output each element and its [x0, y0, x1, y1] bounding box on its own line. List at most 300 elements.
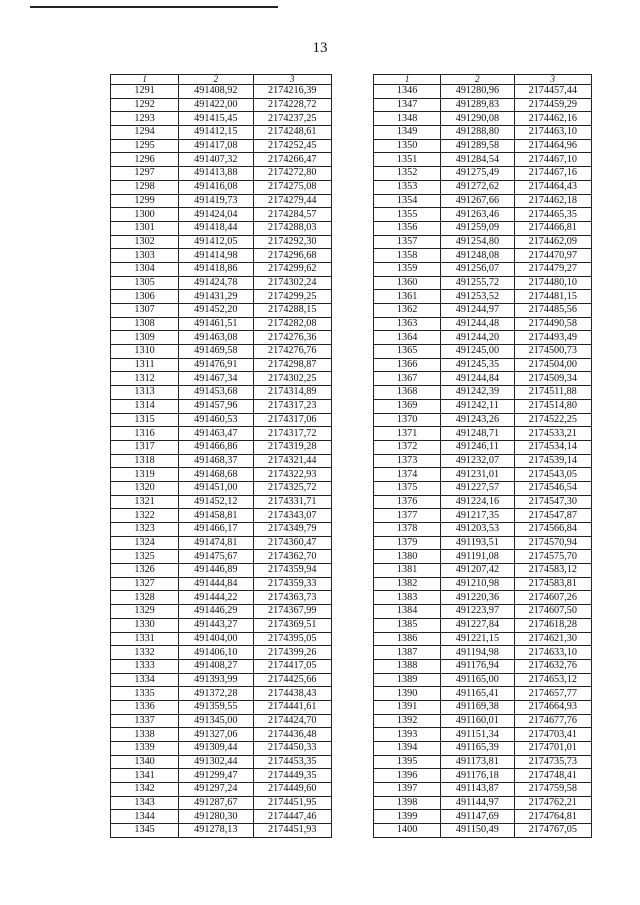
x-coordinate-cell: 491468,68 — [179, 468, 253, 482]
x-coordinate-cell: 491417,08 — [179, 139, 253, 153]
point-number-cell: 1306 — [111, 290, 179, 304]
y-coordinate-cell: 2174575,70 — [514, 550, 591, 564]
x-coordinate-cell: 491412,15 — [179, 126, 253, 140]
y-coordinate-cell: 2174363,73 — [253, 591, 332, 605]
x-coordinate-cell: 491191,08 — [441, 550, 514, 564]
point-number-cell: 1367 — [374, 372, 441, 386]
table-row — [111, 769, 332, 783]
y-coordinate-cell: 2174703,41 — [514, 728, 591, 742]
y-coordinate-cell: 2174314,89 — [253, 386, 332, 400]
top-rule — [30, 6, 278, 8]
table-row — [111, 509, 332, 523]
y-coordinate-cell: 2174447,46 — [253, 810, 332, 824]
point-number-cell: 1363 — [374, 317, 441, 331]
y-coordinate-cell: 2174438,43 — [253, 687, 332, 701]
point-number-cell: 1332 — [111, 646, 179, 660]
table-row — [374, 290, 592, 304]
x-coordinate-cell: 491443,27 — [179, 618, 253, 632]
point-number-cell: 1366 — [374, 358, 441, 372]
y-coordinate-cell: 2174317,06 — [253, 413, 332, 427]
x-coordinate-cell: 491267,66 — [441, 194, 514, 208]
point-number-cell: 1309 — [111, 331, 179, 345]
y-coordinate-cell: 2174664,93 — [514, 700, 591, 714]
y-coordinate-cell: 2174349,79 — [253, 523, 332, 537]
table-row — [374, 468, 592, 482]
x-coordinate-cell: 491207,42 — [441, 564, 514, 578]
table-row — [111, 728, 332, 742]
y-coordinate-cell: 2174618,28 — [514, 618, 591, 632]
table-row — [111, 358, 332, 372]
table-row — [111, 180, 332, 194]
x-coordinate-cell: 491418,44 — [179, 221, 253, 235]
y-coordinate-cell: 2174362,70 — [253, 550, 332, 564]
y-coordinate-cell: 2174252,45 — [253, 139, 332, 153]
x-coordinate-cell: 491289,83 — [441, 98, 514, 112]
y-coordinate-cell: 2174395,05 — [253, 632, 332, 646]
point-number-cell: 1301 — [111, 221, 179, 235]
point-number-cell: 1345 — [111, 824, 179, 838]
table-row — [374, 700, 592, 714]
point-number-cell: 1315 — [111, 413, 179, 427]
point-number-cell: 1336 — [111, 700, 179, 714]
x-coordinate-cell: 491299,47 — [179, 769, 253, 783]
y-coordinate-cell: 2174621,30 — [514, 632, 591, 646]
x-coordinate-cell: 491244,84 — [441, 372, 514, 386]
table-row — [374, 742, 592, 756]
y-coordinate-cell: 2174399,26 — [253, 646, 332, 660]
y-coordinate-cell: 2174317,23 — [253, 399, 332, 413]
y-coordinate-cell: 2174463,10 — [514, 126, 591, 140]
x-coordinate-cell: 491431,29 — [179, 290, 253, 304]
y-coordinate-cell: 2174467,16 — [514, 167, 591, 181]
x-coordinate-cell: 491406,10 — [179, 646, 253, 660]
point-number-cell: 1383 — [374, 591, 441, 605]
y-coordinate-cell: 2174272,80 — [253, 167, 332, 181]
point-number-cell: 1369 — [374, 399, 441, 413]
table-row — [374, 262, 592, 276]
y-coordinate-cell: 2174302,24 — [253, 276, 332, 290]
x-coordinate-cell: 491463,08 — [179, 331, 253, 345]
point-number-cell: 1313 — [111, 386, 179, 400]
point-number-cell: 1379 — [374, 536, 441, 550]
y-coordinate-cell: 2174462,18 — [514, 194, 591, 208]
point-number-cell: 1314 — [111, 399, 179, 413]
x-coordinate-cell: 491452,20 — [179, 304, 253, 318]
point-number-cell: 1305 — [111, 276, 179, 290]
table-row — [374, 495, 592, 509]
point-number-cell: 1316 — [111, 427, 179, 441]
x-coordinate-cell: 491444,84 — [179, 577, 253, 591]
x-coordinate-cell: 491242,11 — [441, 399, 514, 413]
y-coordinate-cell: 2174417,05 — [253, 659, 332, 673]
y-coordinate-cell: 2174467,10 — [514, 153, 591, 167]
point-number-cell: 1329 — [111, 605, 179, 619]
point-number-cell: 1365 — [374, 345, 441, 359]
table-row — [111, 167, 332, 181]
x-coordinate-cell: 491254,80 — [441, 235, 514, 249]
x-coordinate-cell: 491144,97 — [441, 796, 514, 810]
point-number-cell: 1338 — [111, 728, 179, 742]
table-row — [111, 605, 332, 619]
point-number-cell: 1377 — [374, 509, 441, 523]
x-coordinate-cell: 491413,88 — [179, 167, 253, 181]
point-number-cell: 1355 — [374, 208, 441, 222]
y-coordinate-cell: 2174462,09 — [514, 235, 591, 249]
table-row — [111, 673, 332, 687]
point-number-cell: 1381 — [374, 564, 441, 578]
point-number-cell: 1397 — [374, 783, 441, 797]
x-coordinate-cell: 491474,81 — [179, 536, 253, 550]
page-number: 13 — [312, 40, 328, 56]
y-coordinate-cell: 2174319,28 — [253, 440, 332, 454]
table-row — [374, 249, 592, 263]
table-row — [374, 427, 592, 441]
point-number-cell: 1294 — [111, 126, 179, 140]
y-coordinate-cell: 2174266,47 — [253, 153, 332, 167]
y-coordinate-cell: 2174583,81 — [514, 577, 591, 591]
table-row — [374, 783, 592, 797]
x-coordinate-cell: 491244,48 — [441, 317, 514, 331]
table-row — [111, 824, 332, 838]
y-coordinate-cell: 2174583,12 — [514, 564, 591, 578]
y-coordinate-cell: 2174539,14 — [514, 454, 591, 468]
y-coordinate-cell: 2174360,47 — [253, 536, 332, 550]
point-number-cell: 1387 — [374, 646, 441, 660]
y-coordinate-cell: 2174480,10 — [514, 276, 591, 290]
y-coordinate-cell: 2174441,61 — [253, 700, 332, 714]
table-row — [111, 345, 332, 359]
point-number-cell: 1342 — [111, 783, 179, 797]
x-coordinate-cell: 491452,12 — [179, 495, 253, 509]
y-coordinate-cell: 2174436,48 — [253, 728, 332, 742]
x-coordinate-cell: 491463,47 — [179, 427, 253, 441]
y-coordinate-cell: 2174547,87 — [514, 509, 591, 523]
y-coordinate-cell: 2174534,14 — [514, 440, 591, 454]
y-coordinate-cell: 2174464,43 — [514, 180, 591, 194]
x-coordinate-cell: 491255,72 — [441, 276, 514, 290]
point-number-cell: 1391 — [374, 700, 441, 714]
y-coordinate-cell: 2174657,77 — [514, 687, 591, 701]
table-row — [111, 536, 332, 550]
table-row — [374, 591, 592, 605]
point-number-cell: 1389 — [374, 673, 441, 687]
y-coordinate-cell: 2174298,87 — [253, 358, 332, 372]
point-number-cell: 1384 — [374, 605, 441, 619]
x-coordinate-cell: 491446,89 — [179, 564, 253, 578]
y-coordinate-cell: 2174299,62 — [253, 262, 332, 276]
table-row — [374, 755, 592, 769]
table-row — [111, 564, 332, 578]
point-number-cell: 1292 — [111, 98, 179, 112]
table-row — [374, 440, 592, 454]
x-coordinate-cell: 491280,96 — [441, 85, 514, 99]
table-row — [374, 714, 592, 728]
y-coordinate-cell: 2174735,73 — [514, 755, 591, 769]
table-row — [111, 194, 332, 208]
y-coordinate-cell: 2174767,05 — [514, 824, 591, 838]
point-number-cell: 1354 — [374, 194, 441, 208]
y-coordinate-cell: 2174653,12 — [514, 673, 591, 687]
x-coordinate-cell: 491275,49 — [441, 167, 514, 181]
y-coordinate-cell: 2174449,60 — [253, 783, 332, 797]
point-number-cell: 1395 — [374, 755, 441, 769]
table-row — [374, 632, 592, 646]
x-coordinate-cell: 491475,67 — [179, 550, 253, 564]
point-number-cell: 1349 — [374, 126, 441, 140]
x-coordinate-cell: 491418,86 — [179, 262, 253, 276]
y-coordinate-cell: 2174276,76 — [253, 345, 332, 359]
point-number-cell: 1320 — [111, 481, 179, 495]
point-number-cell: 1350 — [374, 139, 441, 153]
y-coordinate-cell: 2174343,07 — [253, 509, 332, 523]
x-coordinate-cell: 491256,07 — [441, 262, 514, 276]
table-row — [374, 577, 592, 591]
point-number-cell: 1328 — [111, 591, 179, 605]
table-row — [111, 550, 332, 564]
point-number-cell: 1323 — [111, 523, 179, 537]
column-header: 3 — [253, 75, 332, 85]
x-coordinate-cell: 491259,09 — [441, 221, 514, 235]
table-row — [374, 481, 592, 495]
y-coordinate-cell: 2174325,72 — [253, 481, 332, 495]
y-coordinate-cell: 2174485,56 — [514, 304, 591, 318]
y-coordinate-cell: 2174359,94 — [253, 564, 332, 578]
table-row — [374, 810, 592, 824]
y-coordinate-cell: 2174369,51 — [253, 618, 332, 632]
table-row — [374, 304, 592, 318]
table-row — [374, 386, 592, 400]
point-number-cell: 1333 — [111, 659, 179, 673]
x-coordinate-cell: 491460,53 — [179, 413, 253, 427]
y-coordinate-cell: 2174453,35 — [253, 755, 332, 769]
table-row — [111, 742, 332, 756]
x-coordinate-cell: 491422,00 — [179, 98, 253, 112]
point-number-cell: 1400 — [374, 824, 441, 838]
x-coordinate-cell: 491412,05 — [179, 235, 253, 249]
table-row — [111, 591, 332, 605]
x-coordinate-cell: 491451,00 — [179, 481, 253, 495]
point-number-cell: 1300 — [111, 208, 179, 222]
table-row — [111, 317, 332, 331]
table-row — [111, 481, 332, 495]
y-coordinate-cell: 2174607,50 — [514, 605, 591, 619]
y-coordinate-cell: 2174451,95 — [253, 796, 332, 810]
x-coordinate-cell: 491453,68 — [179, 386, 253, 400]
x-coordinate-cell: 491466,86 — [179, 440, 253, 454]
y-coordinate-cell: 2174449,35 — [253, 769, 332, 783]
table-row — [374, 372, 592, 386]
point-number-cell: 1382 — [374, 577, 441, 591]
point-number-cell: 1393 — [374, 728, 441, 742]
x-coordinate-cell: 491289,58 — [441, 139, 514, 153]
point-number-cell: 1339 — [111, 742, 179, 756]
table-row — [111, 262, 332, 276]
y-coordinate-cell: 2174514,80 — [514, 399, 591, 413]
x-coordinate-cell: 491288,80 — [441, 126, 514, 140]
table-row — [374, 167, 592, 181]
table-row — [111, 413, 332, 427]
point-number-cell: 1321 — [111, 495, 179, 509]
x-coordinate-cell: 491468,37 — [179, 454, 253, 468]
table-row — [111, 687, 332, 701]
y-coordinate-cell: 2174457,44 — [514, 85, 591, 99]
x-coordinate-cell: 491173,81 — [441, 755, 514, 769]
table-row — [111, 659, 332, 673]
table-row — [374, 769, 592, 783]
x-coordinate-cell: 491444,22 — [179, 591, 253, 605]
table-row — [111, 126, 332, 140]
x-coordinate-cell: 491165,39 — [441, 742, 514, 756]
y-coordinate-cell: 2174570,94 — [514, 536, 591, 550]
y-coordinate-cell: 2174275,08 — [253, 180, 332, 194]
y-coordinate-cell: 2174331,71 — [253, 495, 332, 509]
x-coordinate-cell: 491327,06 — [179, 728, 253, 742]
point-number-cell: 1330 — [111, 618, 179, 632]
point-number-cell: 1358 — [374, 249, 441, 263]
point-number-cell: 1385 — [374, 618, 441, 632]
y-coordinate-cell: 2174762,21 — [514, 796, 591, 810]
table-row — [374, 564, 592, 578]
x-coordinate-cell: 491404,00 — [179, 632, 253, 646]
x-coordinate-cell: 491297,24 — [179, 783, 253, 797]
x-coordinate-cell: 491457,96 — [179, 399, 253, 413]
x-coordinate-cell: 491467,34 — [179, 372, 253, 386]
table-row — [111, 714, 332, 728]
x-coordinate-cell: 491309,44 — [179, 742, 253, 756]
table-row — [374, 673, 592, 687]
table-row — [111, 399, 332, 413]
table-row — [374, 331, 592, 345]
point-number-cell: 1334 — [111, 673, 179, 687]
y-coordinate-cell: 2174701,01 — [514, 742, 591, 756]
table-header-row — [111, 75, 332, 85]
point-number-cell: 1371 — [374, 427, 441, 441]
x-coordinate-cell: 491231,01 — [441, 468, 514, 482]
x-coordinate-cell: 491210,98 — [441, 577, 514, 591]
y-coordinate-cell: 2174479,27 — [514, 262, 591, 276]
table-row — [374, 112, 592, 126]
y-coordinate-cell: 2174451,93 — [253, 824, 332, 838]
x-coordinate-cell: 491244,97 — [441, 304, 514, 318]
point-number-cell: 1372 — [374, 440, 441, 454]
point-number-cell: 1398 — [374, 796, 441, 810]
y-coordinate-cell: 2174759,58 — [514, 783, 591, 797]
y-coordinate-cell: 2174511,88 — [514, 386, 591, 400]
table-row — [374, 208, 592, 222]
column-header: 2 — [441, 75, 514, 85]
y-coordinate-cell: 2174459,29 — [514, 98, 591, 112]
point-number-cell: 1399 — [374, 810, 441, 824]
table-row — [374, 235, 592, 249]
point-number-cell: 1325 — [111, 550, 179, 564]
table-row — [374, 98, 592, 112]
table-row — [111, 495, 332, 509]
table-row — [374, 153, 592, 167]
point-number-cell: 1348 — [374, 112, 441, 126]
x-coordinate-cell: 491372,28 — [179, 687, 253, 701]
x-coordinate-cell: 491414,98 — [179, 249, 253, 263]
x-coordinate-cell: 491408,92 — [179, 85, 253, 99]
x-coordinate-cell: 491359,55 — [179, 700, 253, 714]
x-coordinate-cell: 491280,30 — [179, 810, 253, 824]
table-row — [111, 646, 332, 660]
column-header: 1 — [111, 75, 179, 85]
table-row — [111, 208, 332, 222]
y-coordinate-cell: 2174450,33 — [253, 742, 332, 756]
x-coordinate-cell: 491227,84 — [441, 618, 514, 632]
x-coordinate-cell: 491290,08 — [441, 112, 514, 126]
x-coordinate-cell: 491446,29 — [179, 605, 253, 619]
x-coordinate-cell: 491424,78 — [179, 276, 253, 290]
point-number-cell: 1360 — [374, 276, 441, 290]
x-coordinate-cell: 491415,45 — [179, 112, 253, 126]
y-coordinate-cell: 2174292,30 — [253, 235, 332, 249]
point-number-cell: 1322 — [111, 509, 179, 523]
point-number-cell: 1375 — [374, 481, 441, 495]
point-number-cell: 1299 — [111, 194, 179, 208]
table-row — [111, 290, 332, 304]
point-number-cell: 1374 — [374, 468, 441, 482]
x-coordinate-cell: 491151,34 — [441, 728, 514, 742]
x-coordinate-cell: 491150,49 — [441, 824, 514, 838]
x-coordinate-cell: 491165,41 — [441, 687, 514, 701]
table-row — [111, 249, 332, 263]
table-row — [111, 153, 332, 167]
table-row — [111, 304, 332, 318]
y-coordinate-cell: 2174359,33 — [253, 577, 332, 591]
x-coordinate-cell: 491407,32 — [179, 153, 253, 167]
point-number-cell: 1344 — [111, 810, 179, 824]
table-row — [111, 372, 332, 386]
y-coordinate-cell: 2174299,25 — [253, 290, 332, 304]
table-row — [374, 605, 592, 619]
x-coordinate-cell: 491345,00 — [179, 714, 253, 728]
table-row — [374, 194, 592, 208]
table-row — [111, 98, 332, 112]
x-coordinate-cell: 491223,97 — [441, 605, 514, 619]
x-coordinate-cell: 491203,53 — [441, 523, 514, 537]
y-coordinate-cell: 2174465,35 — [514, 208, 591, 222]
y-coordinate-cell: 2174533,21 — [514, 427, 591, 441]
table-row — [374, 523, 592, 537]
table-row — [374, 276, 592, 290]
x-coordinate-cell: 491194,98 — [441, 646, 514, 660]
y-coordinate-cell: 2174466,81 — [514, 221, 591, 235]
table-row — [374, 221, 592, 235]
point-number-cell: 1303 — [111, 249, 179, 263]
table-row — [374, 180, 592, 194]
y-coordinate-cell: 2174522,25 — [514, 413, 591, 427]
table-row — [111, 427, 332, 441]
table-row — [374, 126, 592, 140]
point-number-cell: 1370 — [374, 413, 441, 427]
point-number-cell: 1308 — [111, 317, 179, 331]
point-number-cell: 1386 — [374, 632, 441, 646]
table-row — [111, 632, 332, 646]
point-number-cell: 1396 — [374, 769, 441, 783]
x-coordinate-cell: 491408,27 — [179, 659, 253, 673]
table-row — [374, 85, 592, 99]
point-number-cell: 1293 — [111, 112, 179, 126]
point-number-cell: 1307 — [111, 304, 179, 318]
x-coordinate-cell: 491461,51 — [179, 317, 253, 331]
point-number-cell: 1362 — [374, 304, 441, 318]
x-coordinate-cell: 491242,39 — [441, 386, 514, 400]
x-coordinate-cell: 491476,91 — [179, 358, 253, 372]
point-number-cell: 1378 — [374, 523, 441, 537]
x-coordinate-cell: 491217,35 — [441, 509, 514, 523]
y-coordinate-cell: 2174288,03 — [253, 221, 332, 235]
